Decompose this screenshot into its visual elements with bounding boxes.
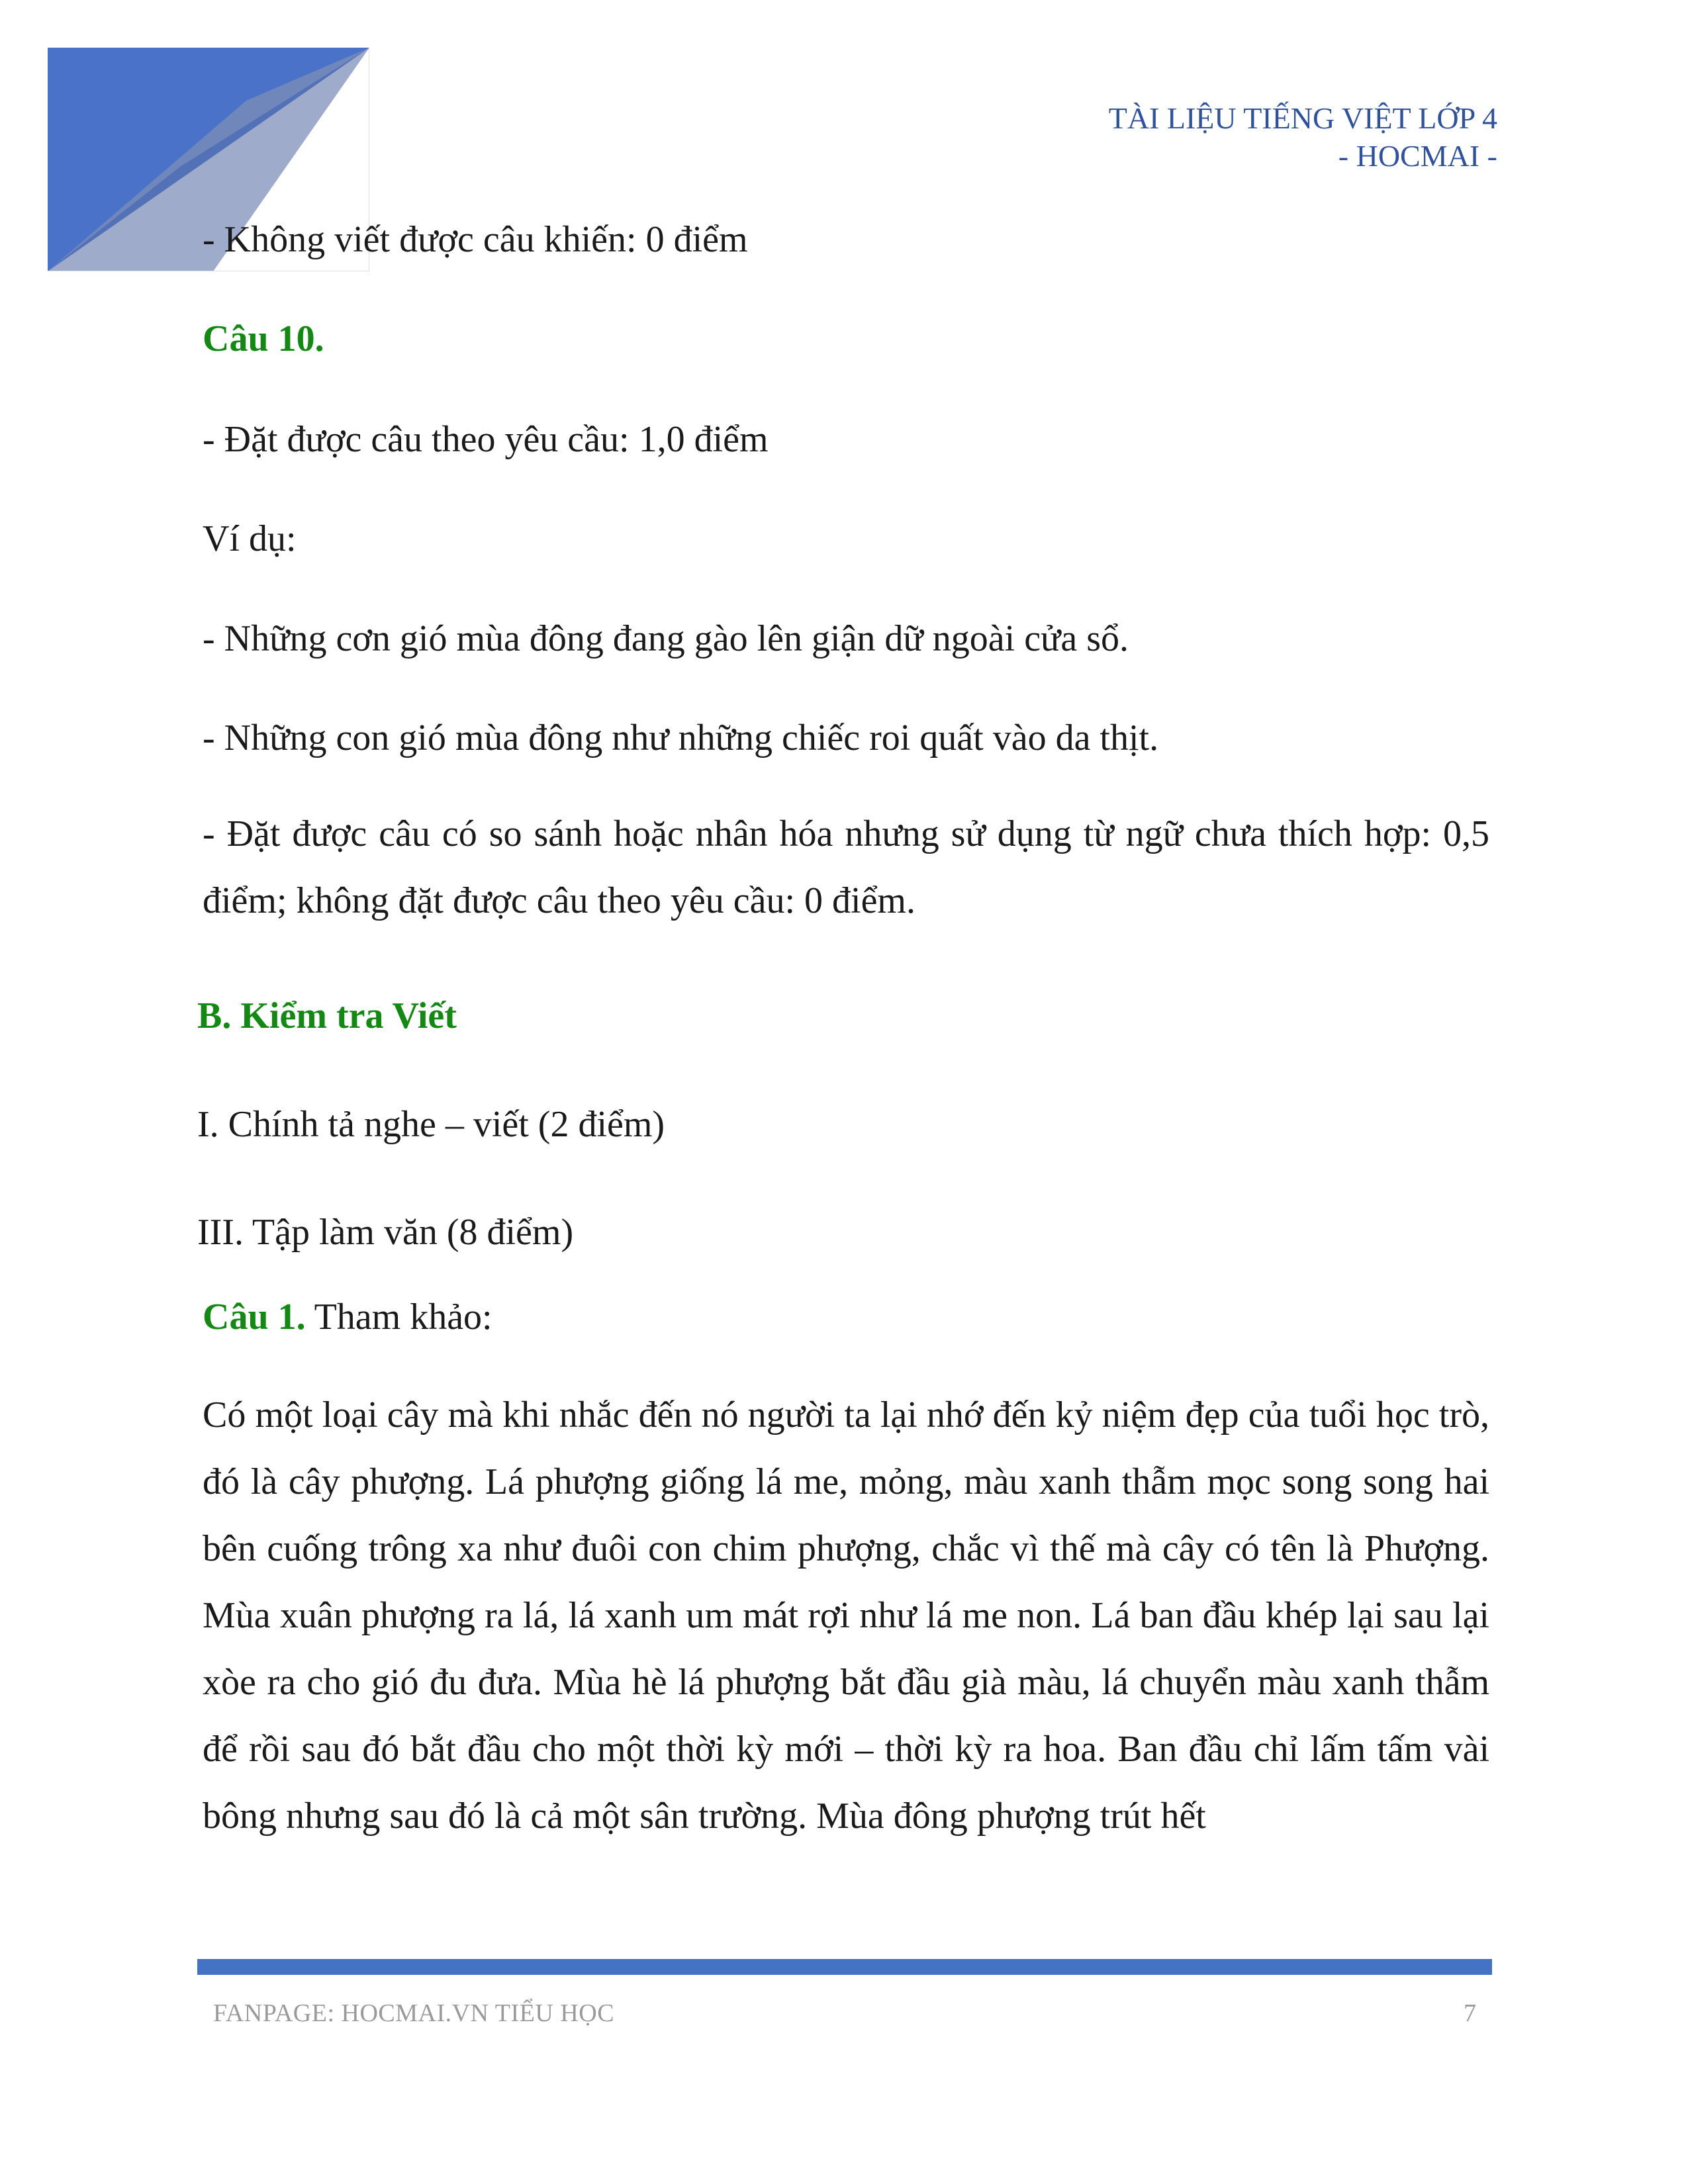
page-number: 7 [1464,1999,1476,2027]
cau-1-label: Tham khảo: [305,1297,492,1338]
document-header [1109,99,1497,175]
example-sentence-1: - Những cơn gió mùa đông đang gào lên giận dữ ngoài cửa sổ. [203,618,1129,659]
line-dat-duoc-cau: - Đặt được câu theo yêu cầu: 1,0 điểm [203,419,769,460]
line-cau-1 [203,1296,492,1338]
line-vi-du: Ví dụ: [203,518,297,559]
footer-divider [197,1959,1492,1975]
footer-fanpage: FANPAGE: HOCMAI.VN TIỂU HỌC [213,1999,615,2027]
heading-kiem-tra-viet: B. Kiểm tra Viết [197,995,457,1036]
example-sentence-2: - Những con gió mùa đông như những chiếc roi quất vào da thịt. [203,717,1159,758]
heading-cau-10: Câu 10. [203,318,324,359]
line-tap-lam-van: III. Tập làm văn (8 điểm) [197,1212,574,1253]
header-title: TÀI LIỆU TIẾNG VIỆT LỚP 4 [1108,101,1497,135]
paragraph-scoring-note: - Đặt được câu có so sánh hoặc nhân hóa nhưng sử dụng từ ngữ chưa thích hợp: 0,5 điểm; không đặt được câu theo yêu cầu: 0 điểm. [203,813,1489,921]
paragraph-essay: Có một loại cây mà khi nhắc đến nó người ta lại nhớ đến kỷ niệm đẹp của tuổi học trò, đó là cây phượng. Lá phượng giống lá me, mỏng, màu xanh thẫm mọc song song hai bên cuống trông xa như đuôi con chim phượng, chắc vì thế mà cây có tên là Phượng. Mùa xuân phượng ra lá, lá xanh um mát rợi như lá me non. Lá ban đầu khép lại sau lại xòe ra cho gió đu đưa. Mùa hè lá phượng bắt đầu già màu, lá chuyển màu xanh thẫm để rồi sau đó bắt đầu cho một thời kỳ mới – thời kỳ ra hoa. Ban đầu chỉ lấm tấm vài bông nhưng sau đó là cả một sân trường. Mùa đông phượng trút hết [203,1394,1489,1837]
header-subtitle: - HOCMAI - [1338,139,1497,173]
heading-cau-1: Câu 1. [203,1297,306,1338]
line-khong-viet-duoc: - Không viết được câu khiến: 0 điểm [203,219,748,260]
line-chinh-ta: I. Chính tả nghe – viết (2 điểm) [197,1104,665,1145]
